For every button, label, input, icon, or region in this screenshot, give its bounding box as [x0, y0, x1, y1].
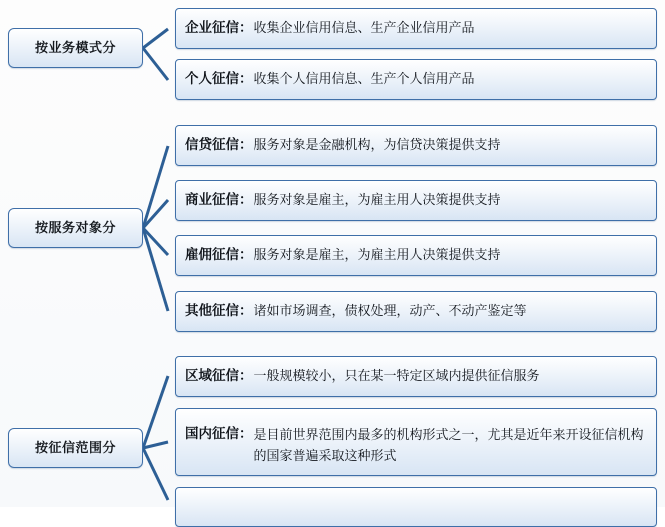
item-node-partial-next[interactable] — [175, 487, 657, 527]
item-node-personal-credit[interactable] — [175, 59, 657, 100]
item-node-enterprise-credit[interactable] — [175, 8, 657, 49]
category-label: 按业务模式分 — [34, 40, 116, 56]
item-node-regional-credit[interactable] — [175, 356, 657, 397]
item-separator: ： — [239, 20, 253, 36]
category-label: 按征信范围分 — [34, 440, 116, 456]
category-node-business-model[interactable] — [8, 28, 143, 68]
item-description: 收集企业信用信息、生产企业信用产品 — [253, 21, 475, 36]
item-term: 区域征信 — [185, 368, 239, 384]
item-node-domestic-credit[interactable] — [175, 408, 657, 476]
category-node-credit-scope[interactable] — [8, 428, 143, 468]
item-term: 国内征信 — [185, 425, 239, 442]
item-description: 一般规模较小，只在某一特定区域内提供征信服务 — [253, 369, 540, 384]
item-term: 信贷征信 — [185, 137, 239, 153]
connector-line — [143, 29, 168, 48]
connector-line — [143, 146, 168, 228]
item-description: 收集个人信用信息、生产个人信用产品 — [253, 72, 475, 87]
item-separator: ： — [239, 247, 253, 263]
item-separator: ： — [239, 71, 253, 87]
connector-line — [143, 228, 168, 255]
item-term: 雇佣征信 — [185, 247, 239, 263]
item-node-commercial-credit[interactable] — [175, 180, 657, 221]
item-term: 企业征信 — [185, 20, 239, 36]
item-separator: ： — [239, 303, 253, 319]
item-description: 诸如市场调查，债权处理，动产、不动产鉴定等 — [253, 304, 527, 319]
item-description: 服务对象是雇主，为雇主用人决策提供支持 — [253, 193, 501, 208]
item-separator: ： — [239, 192, 253, 208]
connector-line — [143, 376, 168, 448]
connector-line — [143, 448, 168, 500]
item-description: 服务对象是金融机构，为信贷决策提供支持 — [253, 138, 501, 153]
item-node-other-credit[interactable] — [175, 291, 657, 332]
category-label: 按服务对象分 — [34, 220, 116, 236]
item-node-employment-credit[interactable] — [175, 235, 657, 276]
item-term: 商业征信 — [185, 192, 239, 208]
item-node-lending-credit[interactable] — [175, 125, 657, 166]
item-separator: ： — [239, 425, 253, 442]
connector-line — [143, 200, 168, 228]
item-term: 个人征信 — [185, 71, 239, 87]
item-separator: ： — [239, 368, 253, 384]
item-term: 其他征信 — [185, 303, 239, 319]
connector-line — [143, 48, 168, 80]
item-description: 服务对象是雇主，为雇主用人决策提供支持 — [253, 248, 501, 263]
category-node-service-object[interactable] — [8, 208, 143, 248]
connector-line — [143, 228, 168, 311]
item-description: 是目前世界范围内最多的机构形式之一，尤其是近年来开设征信机构的国家普遍采取这种形式 — [253, 427, 644, 464]
connector-line — [143, 442, 168, 448]
item-separator: ： — [239, 137, 253, 153]
